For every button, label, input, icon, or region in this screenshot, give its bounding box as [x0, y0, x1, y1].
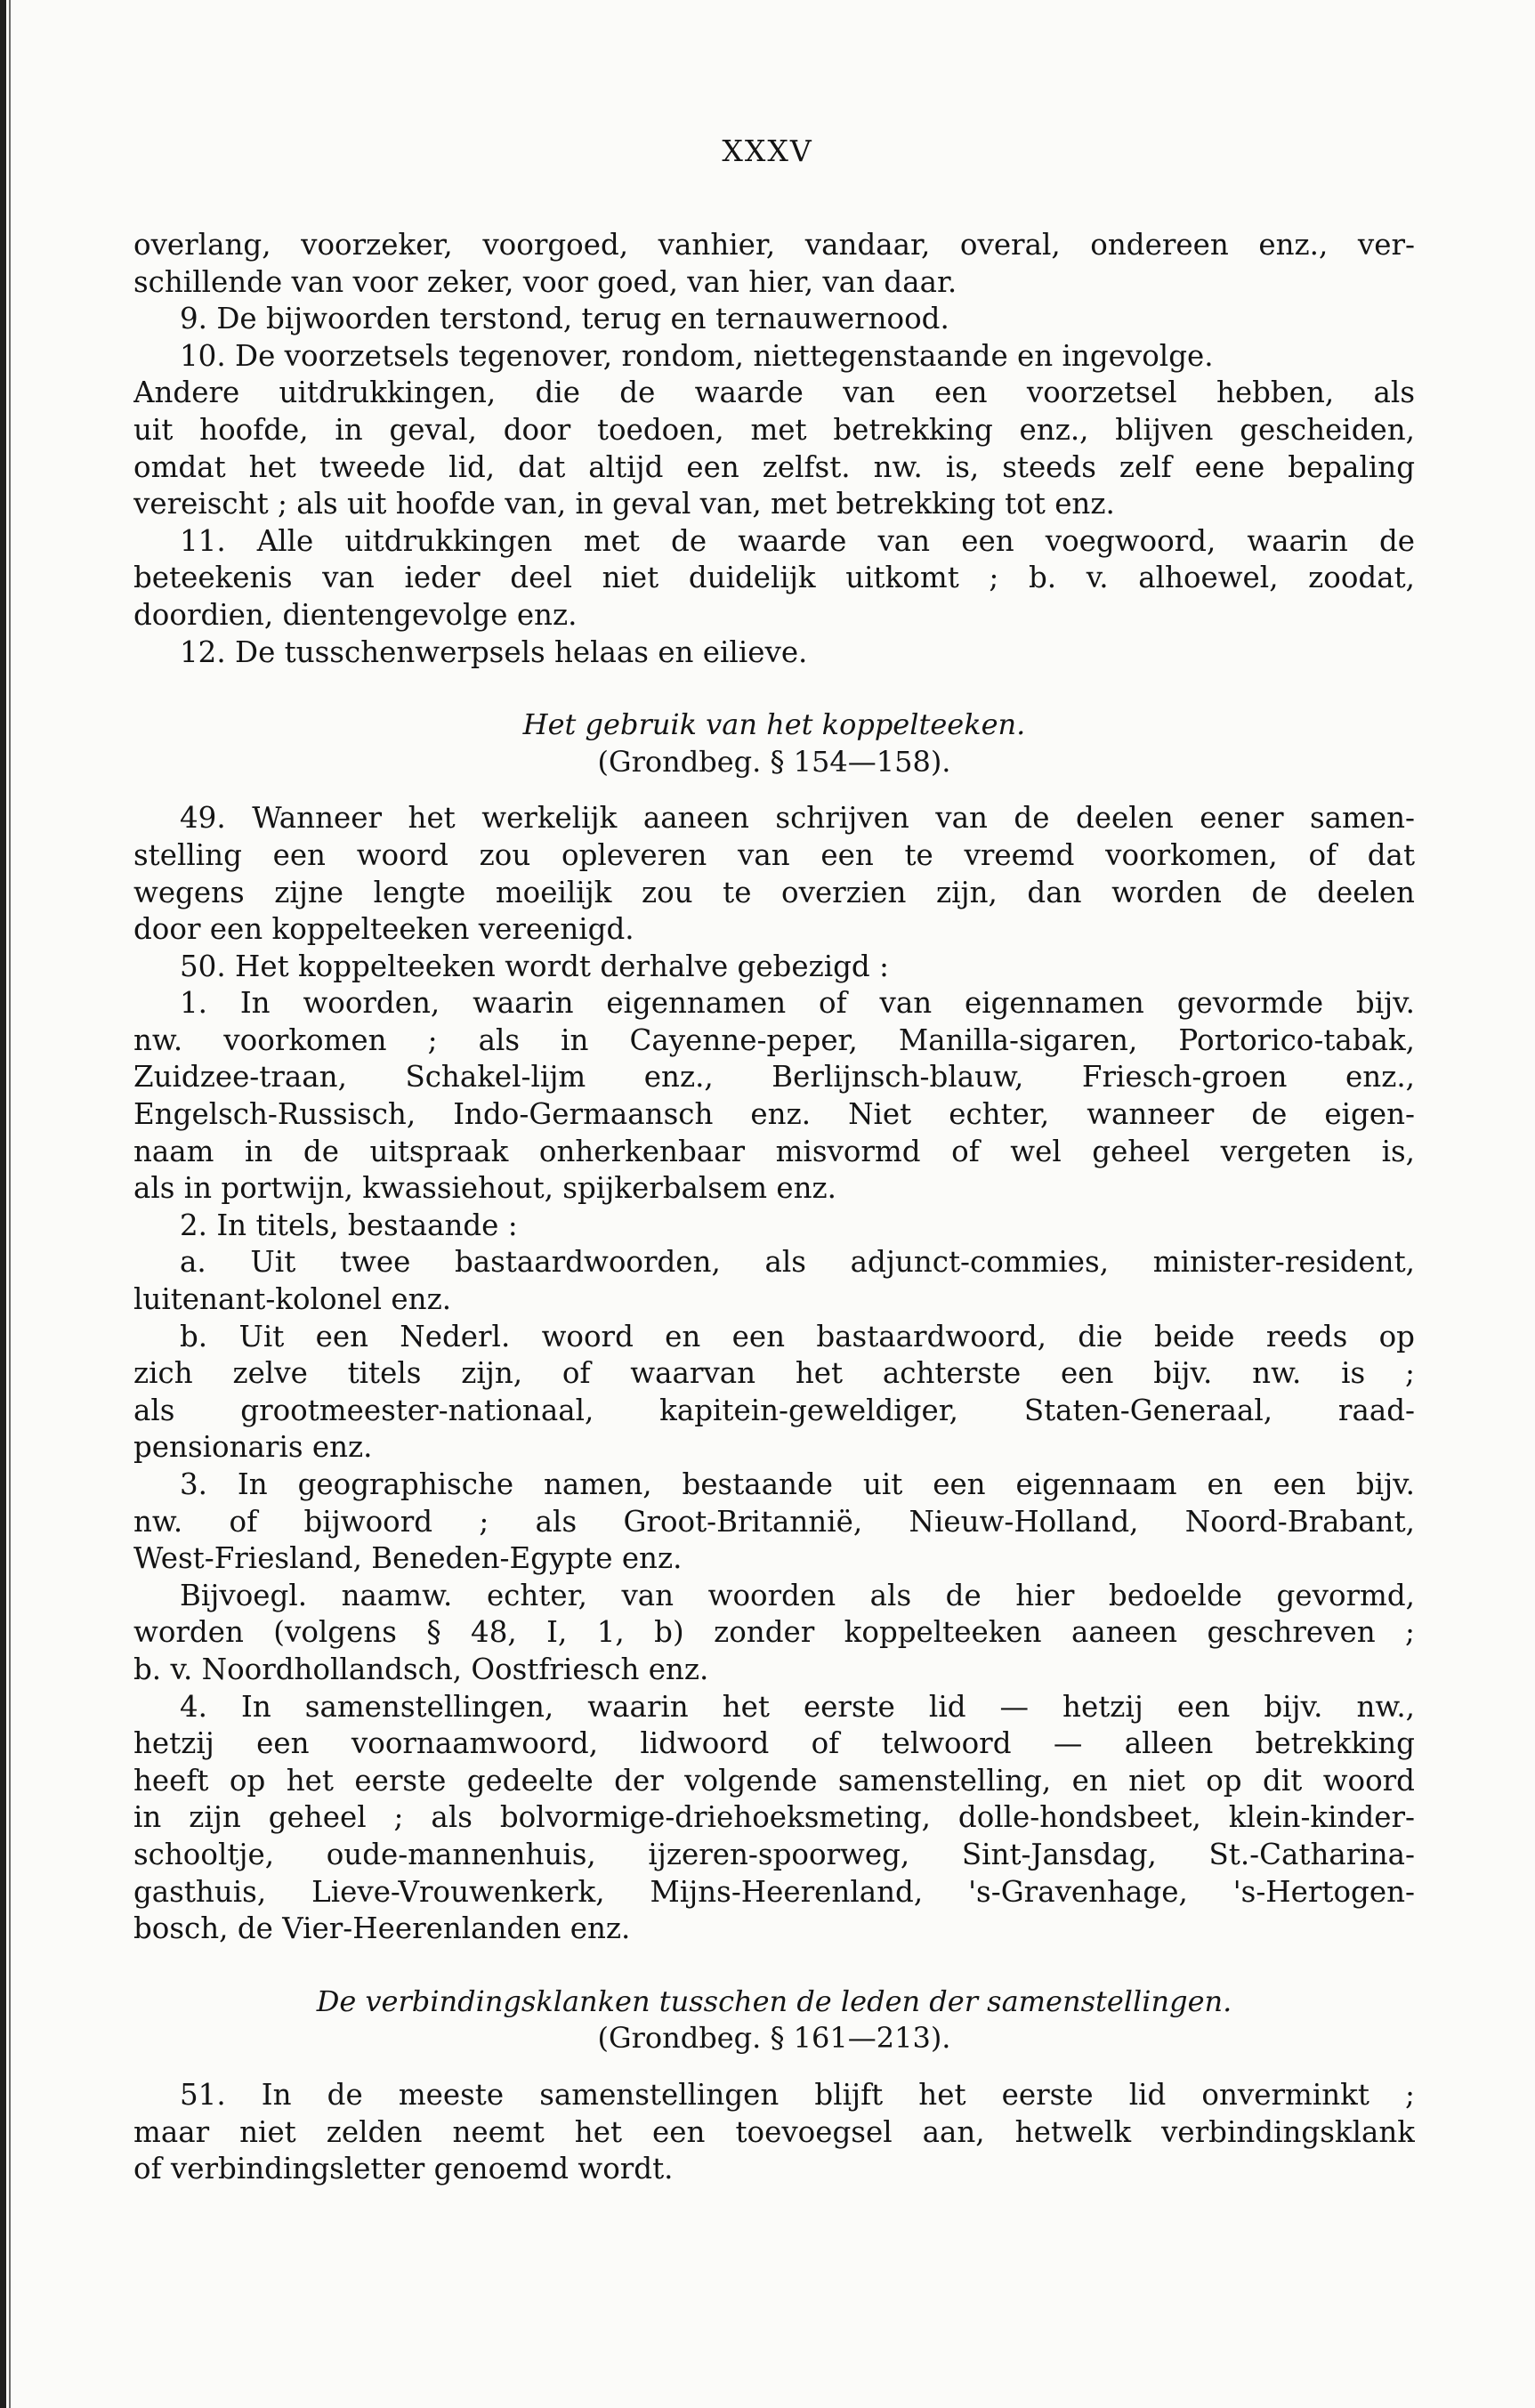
list-item-12: 12. De tusschenwerpsels helaas en eilieve. [180, 634, 808, 669]
text-line: schillende van voor zeker, voor goed, van hier, van daar. [133, 264, 957, 299]
text-line: beteekenis van ieder deel niet duidelijk uitkomt ; b. v. alhoewel, zoodat, [133, 561, 1415, 595]
text-line: overlang, voorzeker, voorgoed, vanhier, vandaar, overal, ondereen enz., ver- [133, 228, 1415, 262]
section-reference: (Grondbeg. § 161—213). [597, 2021, 951, 2056]
section-heading: De verbindingsklanken tusschen de leden der samenstellingen. [316, 1984, 1232, 2018]
text-line: in zijn geheel ; als bolvormige-driehoeksmeting, dolle-hondsbeet, klein-kinder- [133, 1800, 1415, 1835]
list-item-2a: a. Uit twee bastaardwoorden, als adjunct-commies, minister-resident, [180, 1245, 1415, 1280]
text-line: bosch, de Vier-Heerenlanden enz. [133, 1911, 631, 1946]
list-item-1: 1. In woorden, waarin eigennamen of van eigennamen gevormde bijv. [180, 986, 1415, 1021]
text-line: maar niet zelden neemt het een toevoegsel aan, hetwelk verbindingsklank [133, 2114, 1415, 2149]
spacer [133, 2057, 1415, 2077]
paragraph-49: 49. Wanneer het werkelijk aaneen schrijven van de deelen eener samen- [180, 801, 1415, 836]
text-line: omdat het tweede lid, dat altijd een zelfst. nw. is, steeds zelf eene bepaling [133, 449, 1415, 484]
text-line: Engelsch-Russisch, Indo-Germaansch enz. Niet echter, wanneer de eigen- [133, 1097, 1415, 1132]
text-line: West-Friesland, Beneden-Egypte enz. [133, 1541, 683, 1576]
list-item-2: 2. In titels, bestaande : [180, 1208, 518, 1242]
text-line: nw. of bijwoord ; als Groot-Britannië, Nieuw-Holland, Noord-Brabant, [133, 1504, 1415, 1539]
text-line: gasthuis, Lieve-Vrouwenkerk, Mijns-Heerenland, 's-Gravenhage, 's-Hertogen- [133, 1874, 1415, 1909]
page-edge-shadow [0, 0, 6, 2408]
text-line: door een koppelteeken vereenigd. [133, 912, 634, 947]
text-line: zich zelve titels zijn, of waarvan het achterste een bijv. nw. is ; [133, 1356, 1415, 1391]
text-line: Bijvoegl. naamw. echter, van woorden als de hier bedoelde gevormd, [180, 1578, 1415, 1612]
text-line: hetzij een voornaamwoord, lidwoord of telwoord — alleen betrekking [133, 1726, 1415, 1761]
text-line: Zuidzee-traan, Schakel-lijm enz., Berlijnsch-blauw, Friesch-groen enz., [133, 1060, 1415, 1095]
page-number: XXXV [722, 133, 813, 168]
text-line: stelling een woord zou opleveren van een te vreemd voorkomen, of dat [133, 837, 1415, 872]
text-line: als in portwijn, kwassiehout, spijkerbalsem enz. [133, 1171, 836, 1206]
page-body [133, 227, 1415, 2188]
text-line: Andere uitdrukkingen, die de waarde van een voorzetsel hebben, als [133, 376, 1415, 410]
text-line: heeft op het eerste gedeelte der volgende samenstelling, en niet op dit woord [133, 1763, 1415, 1798]
list-item-11: 11. Alle uitdrukkingen met de waarde van een voegwoord, waarin de [180, 523, 1415, 558]
spacer [133, 1948, 1415, 1984]
section-reference: (Grondbeg. § 154—158). [597, 744, 951, 779]
text-line: b. v. Noordhollandsch, Oostfriesch enz. [133, 1652, 709, 1686]
text-line: naam in de uitspraak onherkenbaar misvormd of wel geheel vergeten is, [133, 1134, 1415, 1168]
section-heading: Het gebruik van het koppelteeken. [522, 707, 1026, 742]
text-line: of verbindingsletter genoemd wordt. [133, 2152, 674, 2186]
text-line: uit hoofde, in geval, door toedoen, met betrekking enz., blijven gescheiden, [133, 412, 1415, 447]
spacer [133, 671, 1415, 707]
text-line: worden (volgens § 48, I, 1, b) zonder koppelteeken aaneen geschreven ; [133, 1615, 1415, 1650]
spacer [133, 780, 1415, 800]
page-edge-line [9, 0, 11, 2408]
text-line: doordien, dientengevolge enz. [133, 597, 578, 632]
paragraph-51: 51. In de meeste samenstellingen blijft het eerste lid onverminkt ; [180, 2077, 1415, 2112]
list-item-2b: b. Uit een Nederl. woord en een bastaardwoord, die beide reeds op [180, 1319, 1415, 1353]
text-line: wegens zijne lengte moeilijk zou te overzien zijn, dan worden de deelen [133, 875, 1415, 909]
paragraph-50: 50. Het koppelteeken wordt derhalve gebezigd : [180, 949, 889, 983]
text-line: als grootmeester-nationaal, kapitein-geweldiger, Staten-Generaal, raad- [133, 1393, 1415, 1427]
text-line: nw. voorkomen ; als in Cayenne-peper, Manilla-sigaren, Portorico-tabak, [133, 1022, 1415, 1057]
list-item-4: 4. In samenstellingen, waarin het eerste lid — hetzij een bijv. nw., [180, 1689, 1415, 1724]
text-line: luitenant-kolonel enz. [133, 1282, 452, 1317]
list-item-9: 9. De bijwoorden terstond, terug en ternauwernood. [180, 302, 949, 336]
list-item-3: 3. In geographische namen, bestaande uit een eigennaam en een bijv. [180, 1467, 1415, 1501]
text-line: pensionaris enz. [133, 1430, 373, 1465]
text-line: vereischt ; als uit hoofde van, in geval van, met betrekking tot enz. [133, 487, 1115, 521]
text-line: schooltje, oude-mannenhuis, ijzeren-spoorweg, Sint-Jansdag, St.-Catharina- [133, 1837, 1415, 1871]
list-item-10: 10. De voorzetsels tegenover, rondom, niettegenstaande en ingevolge. [180, 338, 1214, 373]
